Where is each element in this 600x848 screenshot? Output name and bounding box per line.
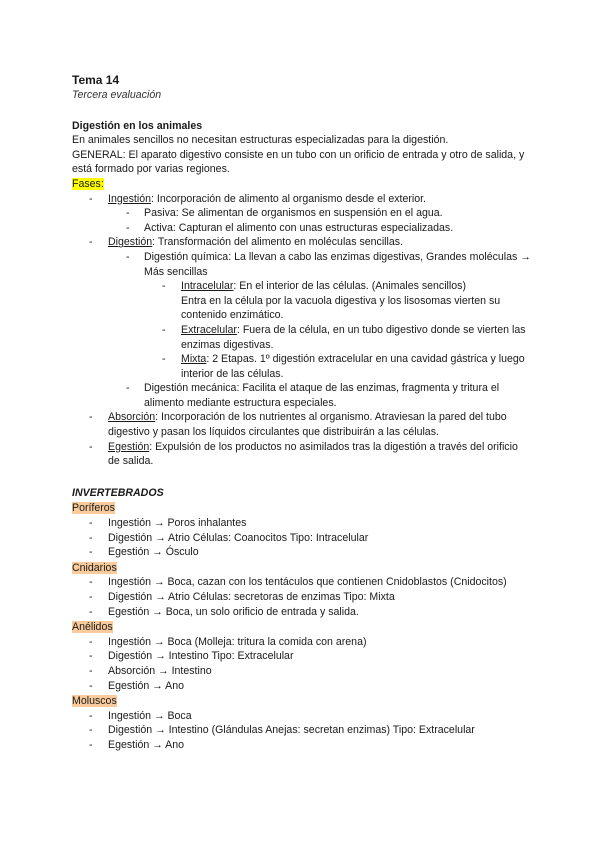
list-item-digestion-mecanica	[72, 381, 532, 410]
list-item-text: Ingestión → Poros inhalantes	[108, 517, 247, 530]
bullet: -	[89, 531, 93, 544]
text-intracelular-detail: Entra en la célula por la vacuola digestiva y los lisosomas vierten su contenido enzimático.	[181, 294, 501, 322]
list-item-text: Ingestión → Boca (Molleja: tritura la comida con arena)	[108, 635, 367, 648]
list-item	[72, 635, 532, 650]
bullet: -	[89, 738, 93, 751]
list-item-text: Digestión → Atrio Células: Coanocitos Tipo: Intracelular	[108, 531, 369, 544]
bullet: -	[89, 192, 93, 205]
bullet: -	[89, 709, 93, 722]
list-item-text: Ingestión → Boca	[108, 709, 192, 722]
document-page	[72, 72, 532, 753]
bullet: -	[162, 323, 166, 336]
bullet: -	[89, 440, 93, 453]
text-digestion-mecanica: Digestión mecánica: Facilita el ataque de las enzimas, fragmenta y tritura el alimento mediante estructura especiales.	[144, 382, 500, 409]
term-extracelular: Extracelular	[181, 323, 237, 336]
text-activa: Activa: Capturan el alimento con unas estructuras especializadas.	[144, 221, 454, 234]
group-name: Moluscos	[72, 695, 117, 708]
bullet: -	[89, 650, 93, 663]
term-mixta: Mixta	[181, 353, 207, 366]
bullet: -	[89, 411, 93, 424]
list-item-digestion-quimica	[72, 250, 532, 279]
invertebrate-group	[72, 620, 532, 635]
text-digestion: : Transformación del alimento en moléculas sencillas.	[152, 236, 404, 249]
term-intracelular: Intracelular	[181, 280, 234, 293]
bullet: -	[126, 382, 130, 395]
term-egestion: Egestión	[108, 440, 150, 453]
text-extracelular: : Fuera de la célula, en un tubo digestivo donde se vierten las enzimas digestivas.	[181, 323, 526, 351]
bullet: -	[89, 724, 93, 737]
list-item-intracelular	[72, 279, 532, 323]
bullet: -	[89, 591, 93, 603]
bullet: -	[89, 635, 93, 648]
list-item	[72, 516, 532, 531]
list-item	[72, 531, 532, 546]
list-item-ingestion	[72, 192, 532, 207]
section-heading-digestion: Digestión en los animales	[72, 119, 203, 132]
fases-label: Fases:	[72, 177, 104, 190]
bullet: -	[162, 280, 166, 293]
list-item-text: Egestión → Ano	[108, 738, 184, 751]
list-item-text: Egestión → Ano	[108, 679, 184, 692]
paragraph-intro: En animales sencillos no necesitan estructuras especializadas para la digestión.	[72, 134, 449, 147]
list-item-text: Digestión → Intestino (Glándulas Anejas: secretan enzimas) Tipo: Extracelular	[108, 724, 475, 737]
bullet: -	[89, 679, 93, 692]
list-item	[72, 738, 532, 753]
list-item-text: Digestión → Atrio Células: secretoras de enzimas Tipo: Mixta	[108, 591, 395, 603]
bullet: -	[126, 221, 130, 234]
list-item-absorcion	[72, 410, 532, 439]
list-item-text: Ingestión → Boca, cazan con los tentáculos que contienen Cnidoblastos (Cnidocitos)	[108, 576, 507, 589]
text-absorcion: : Incorporación de los nutrientes al organismo. Atraviesan la pared del tubo digestivo y pasan los líquidos circulantes que distribuirán a las células.	[108, 411, 507, 439]
bullet: -	[89, 546, 93, 559]
list-item	[72, 723, 532, 738]
term-ingestion: Ingestión	[108, 192, 151, 205]
group-name: Poríferos	[72, 502, 115, 515]
list-item-text: Egestión → Boca, un solo orificio de entrada y salida.	[108, 605, 359, 618]
group-name: Cnidarios	[72, 561, 117, 574]
list-item	[72, 545, 532, 560]
bullet: -	[126, 207, 130, 220]
text-pasiva: Pasiva: Se alimentan de organismos en suspensión en el agua.	[144, 207, 443, 220]
list-item	[72, 679, 532, 694]
term-digestion: Digestión	[108, 236, 153, 249]
list-item-activa	[72, 221, 532, 236]
term-absorcion: Absorción	[108, 411, 156, 424]
list-item	[72, 709, 532, 724]
list-item	[72, 605, 532, 620]
group-name: Anélidos	[72, 621, 113, 634]
list-item-text: Digestión → Intestino Tipo: Extracelular	[108, 650, 294, 663]
invertebrate-group	[72, 561, 532, 576]
list-item-extracelular	[72, 323, 532, 352]
bullet: -	[162, 353, 166, 366]
list-item-egestion	[72, 440, 532, 469]
invertebrate-group	[72, 694, 532, 709]
document-subtitle: Tercera evaluación	[72, 89, 162, 101]
bullet: -	[126, 250, 130, 263]
list-item-mixta	[72, 352, 532, 381]
text-digestion-quimica: Digestión química: La llevan a cabo las enzimas digestivas, Grandes moléculas → Más sencillas	[144, 250, 531, 278]
bullet: -	[89, 517, 93, 530]
text-intracelular: : En el interior de las células. (Animales sencillos)	[233, 280, 466, 293]
list-item	[72, 575, 532, 590]
bullet: -	[89, 576, 93, 589]
list-item-text: Egestión → Ósculo	[108, 546, 199, 559]
list-item	[72, 664, 532, 679]
invertebrate-groups	[72, 501, 532, 752]
text-mixta: : 2 Etapas. 1º digestión extracelular en una cavidad gástrica y luego interior de las células.	[181, 353, 525, 380]
list-item-digestion	[72, 235, 532, 250]
bullet: -	[89, 605, 93, 618]
invertebrate-group	[72, 501, 532, 516]
document-title: Tema 14	[72, 73, 120, 87]
paragraph-general: GENERAL: El aparato digestivo consiste en un tubo con un orificio de entrada y otro de salida, y está formado por varias regiones.	[72, 148, 525, 176]
text-egestion: : Expulsión de los productos no asimilados tras la digestión a través del orificio de salida.	[108, 440, 518, 468]
section-heading-invertebrados: INVERTEBRADOS	[72, 486, 164, 499]
list-item	[72, 590, 532, 605]
list-item-text: Absorción → Intestino	[108, 664, 212, 677]
text-ingestion: : Incorporación de alimento al organismo desde el exterior.	[151, 192, 427, 205]
bullet: -	[89, 236, 93, 249]
list-item	[72, 649, 532, 664]
list-item-pasiva	[72, 206, 532, 221]
bullet: -	[89, 664, 93, 677]
